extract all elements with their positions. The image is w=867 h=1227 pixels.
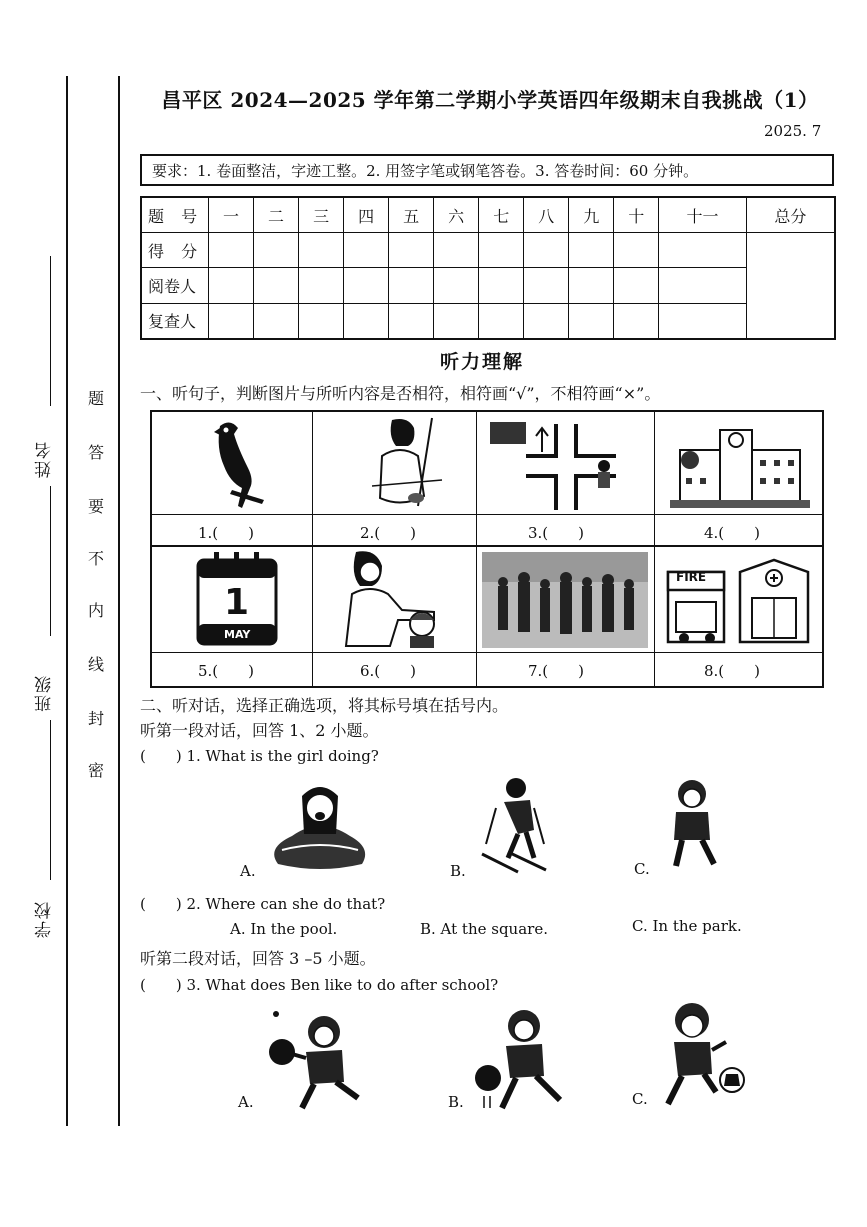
requirements-box: 要求：1. 卷面整洁，字迹工整。2. 用签字笔或钢笔答卷。3. 答卷时间：60 分钟。 — [140, 154, 834, 186]
name-label: 姓名 — [35, 440, 55, 478]
seal-char-4: 不 — [88, 549, 105, 568]
q1-option-b-picture — [478, 774, 552, 874]
item-5-label: 5.( ) — [198, 662, 255, 680]
class-label: 班级 — [35, 674, 55, 712]
col-11: 十一 — [659, 197, 746, 233]
q3-option-b-letter: B. — [448, 1093, 464, 1111]
calendar-month: MAY — [224, 628, 251, 641]
q1-option-b-letter: B. — [450, 862, 466, 880]
q3-option-a-picture — [262, 1008, 372, 1112]
q2-option-a: A. In the pool. — [230, 920, 338, 938]
school-label: 学校 — [35, 900, 55, 938]
item-4-label: 4.( ) — [704, 524, 761, 542]
grader-row-label: 阅卷人 — [141, 268, 209, 303]
q3-option-a-letter: A. — [238, 1093, 254, 1111]
item-1-label: 1.( ) — [198, 524, 255, 542]
col-10: 十 — [614, 197, 659, 233]
score-row-label: 得 分 — [141, 233, 209, 268]
seal-char-6: 线 — [88, 655, 105, 674]
item-8-label: 8.( ) — [704, 662, 761, 680]
question-2: ( ) 2. Where can she do that? — [140, 895, 386, 913]
question-3: ( ) 3. What does Ben like to do after school? — [140, 976, 499, 994]
part2-instruction: 二、听对话，选择正确选项，将其标号填在括号内。 — [140, 696, 509, 715]
school-building-picture — [660, 416, 818, 512]
margin-line-outer — [66, 76, 68, 1126]
col-1: 一 — [209, 197, 254, 233]
q2-option-b: B. At the square. — [420, 920, 548, 938]
score-table — [140, 196, 836, 340]
item-6-label: 6.( ) — [360, 662, 417, 680]
col-8: 八 — [524, 197, 569, 233]
col-total: 总分 — [746, 197, 835, 233]
col-9: 九 — [569, 197, 614, 233]
parrot-picture — [202, 418, 272, 510]
score-table-header-row — [141, 197, 835, 233]
score-row — [141, 233, 835, 268]
col-4: 四 — [344, 197, 389, 233]
q1-option-c-letter: C. — [634, 860, 650, 878]
item-7-label: 7.( ) — [528, 662, 585, 680]
class-underline — [50, 720, 51, 880]
seal-char-3: 要 — [88, 497, 105, 516]
q1-option-a-letter: A. — [240, 862, 256, 880]
question-1: ( ) 1. What is the girl doing? — [140, 747, 379, 765]
erhu-girl-picture — [352, 416, 452, 512]
checker-row — [141, 303, 835, 339]
calendar-day: 1 — [224, 582, 250, 623]
margin-line-inner — [118, 76, 120, 1126]
fire-sign: FIRE — [676, 570, 707, 584]
part1-instruction: 一、听句子，判断图片与所听内容是否相符，相符画“√”，不相符画“×”。 — [140, 384, 661, 403]
name-underline — [50, 256, 51, 406]
item-3-label: 3.( ) — [528, 524, 585, 542]
q1-option-c-picture — [660, 776, 724, 872]
col-7: 七 — [479, 197, 524, 233]
picture-grid — [150, 410, 824, 688]
seal-char-8: 密 — [88, 761, 105, 780]
q3-option-b-picture — [470, 1004, 570, 1114]
total-cell — [746, 233, 835, 339]
seal-char-5: 内 — [88, 601, 105, 620]
crossroads-map-picture — [486, 416, 646, 512]
dialog1-instruction: 听第一段对话，回答 1、2 小题。 — [140, 721, 379, 740]
haircut-picture — [342, 550, 452, 650]
col-5: 五 — [389, 197, 434, 233]
seal-char-7: 封 — [88, 709, 105, 728]
crowd-picture — [482, 552, 648, 648]
item-2-label: 2.( ) — [360, 524, 417, 542]
col-6: 六 — [434, 197, 479, 233]
score-header-label: 题 号 — [141, 197, 209, 233]
listening-title: 听力理解 — [440, 351, 525, 373]
name-underline-2 — [50, 486, 51, 636]
q2-option-c: C. In the park. — [632, 917, 742, 935]
q3-option-c-letter: C. — [632, 1090, 648, 1108]
exam-date: 2025. 7 — [764, 122, 822, 140]
seal-char-2: 答 — [88, 443, 105, 462]
q3-option-c-picture — [656, 998, 748, 1110]
q1-option-a-picture — [262, 776, 378, 870]
grader-row — [141, 268, 835, 303]
col-2: 二 — [254, 197, 299, 233]
col-3: 三 — [299, 197, 344, 233]
checker-row-label: 复查人 — [141, 303, 209, 339]
exam-title: 昌平区 2024—2025 学年第二学期小学英语四年级期末自我挑战（1） — [161, 88, 819, 112]
seal-char-1: 题 — [88, 389, 105, 408]
dialog2-instruction: 听第二段对话，回答 3 –5 小题。 — [140, 949, 376, 968]
